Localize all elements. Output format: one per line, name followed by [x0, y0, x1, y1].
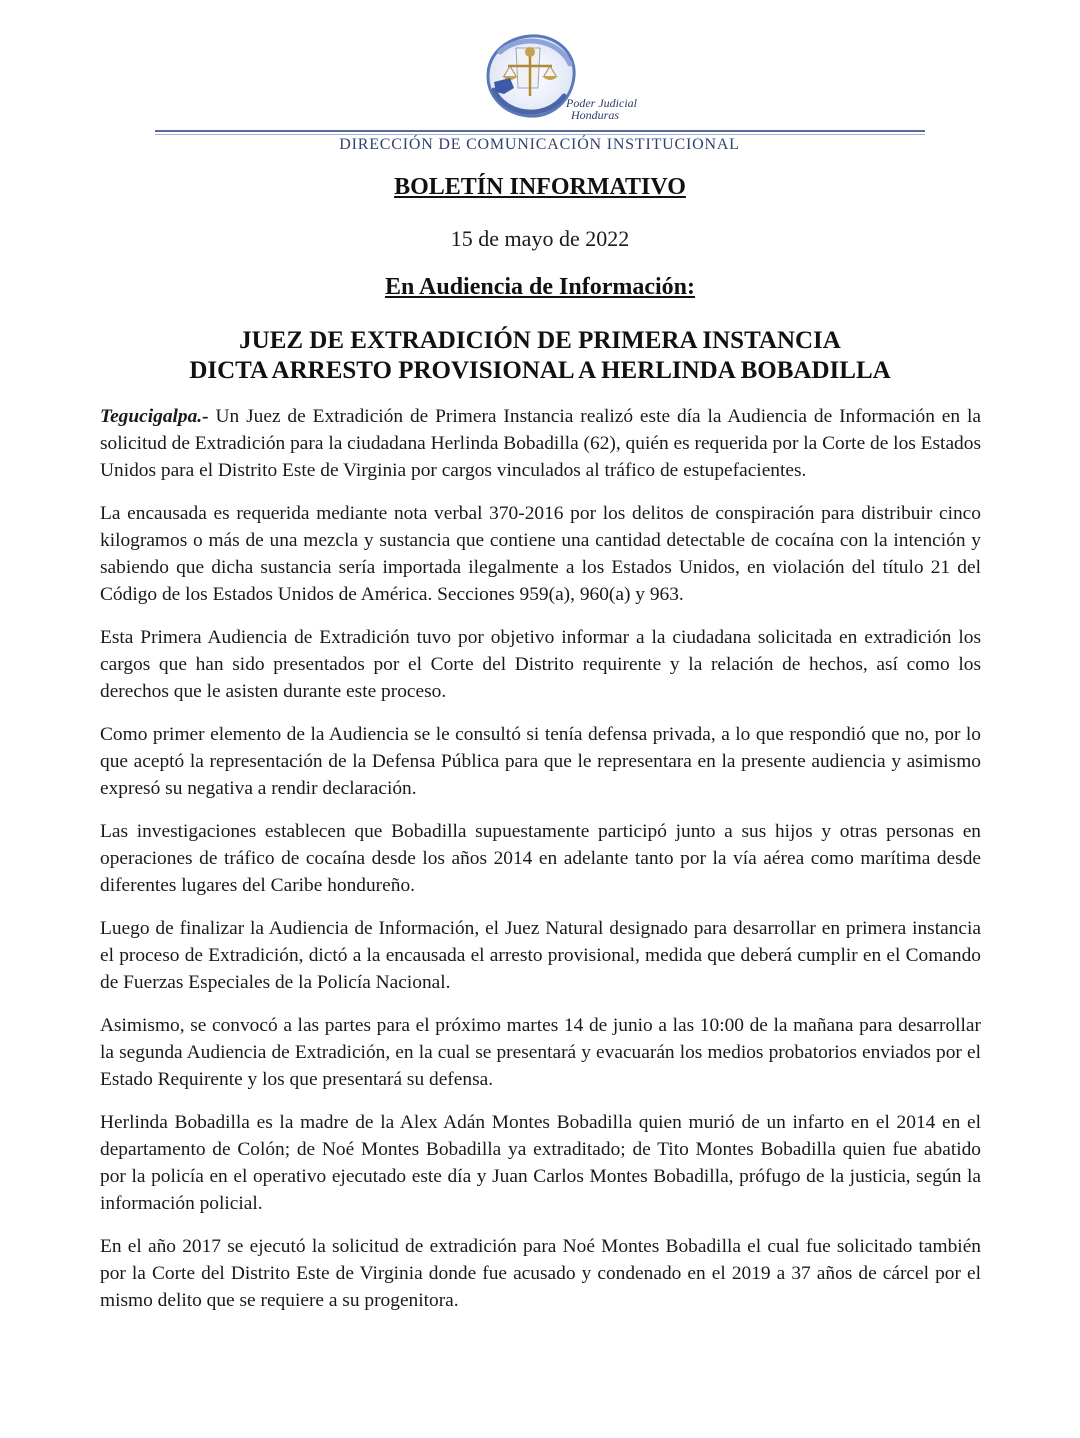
paragraph	[100, 403, 981, 484]
headline	[0, 326, 1080, 386]
document-type-title: BOLETÍN INFORMATIVO	[394, 174, 686, 200]
paragraph: La encausada es requerida mediante nota verbal 370-2016 por los delitos de conspiración para distribuir cinco kilogramos o más de una mezcla y sustancia que contiene una cantidad detectable de cocaína con la intención y sabiendo que dicha sustancia sería importada ilegalmente a los Estados Unidos, en violación del título 21 del Código de los Estados Unidos de América. Secciones 959(a), 960(a) y 963.	[100, 503, 981, 605]
org-name	[566, 97, 686, 121]
paragraph: Herlinda Bobadilla es la madre de la Alex Adán Montes Bobadilla quien murió de un infarto en el 2014 en el departamento de Colón; de Noé Montes Bobadilla ya extraditado; de Tito Montes Bobadilla quien fue abatido por la policía en el operativo ejecutado este día y Juan Carlos Montes Bobadilla, prófugo de la justicia, según la información policial.	[100, 1112, 981, 1214]
headline-line1: JUEZ DE EXTRADICIÓN DE PRIMERA INSTANCIA	[239, 327, 841, 354]
judiciary-logo-icon	[480, 30, 580, 122]
org-name-line1: Poder Judicial	[566, 96, 637, 110]
article-body	[100, 403, 981, 1330]
department-name	[0, 136, 1080, 154]
header-divider	[155, 130, 925, 132]
paragraph: Luego de finalizar la Audiencia de Información, el Juez Natural designado para desarrollar en primera instancia el proceso de Extradición, dictó a la encausada el arresto provisional, medida que deberá cumplir en el Comando de Fuerzas Especiales de la Policía Nacional.	[100, 918, 981, 993]
headline-line2: DICTA ARRESTO PROVISIONAL A HERLINDA BOBADILLA	[189, 357, 891, 384]
document-subtitle: En Audiencia de Información:	[384, 274, 696, 300]
paragraph-text: Un Juez de Extradición de Primera Instancia realizó este día la Audiencia de Información en la solicitud de Extradición para la ciudadana Herlinda Bobadilla (62), quién es requerida por la Corte de los Estados Unidos para el Distrito Este de Virginia por cargos vinculados al tráfico de estupefacientes.	[100, 406, 981, 481]
paragraph: Las investigaciones establecen que Bobadilla supuestamente participó junto a sus hijos y otras personas en operaciones de tráfico de cocaína desde los años 2014 en adelante tanto por la vía aérea como marítima desde diferentes lugares del Caribe hondureño.	[100, 821, 981, 896]
paragraph: Como primer elemento de la Audiencia se le consultó si tenía defensa privada, a lo que respondió que no, por lo que aceptó la representación de la Defensa Pública para que le representara en la presente audiencia y asimismo expresó su negativa a rendir declaración.	[100, 724, 981, 799]
document-date: 15 de mayo de 2022	[450, 226, 630, 251]
paragraph: Asimismo, se convocó a las partes para el próximo martes 14 de junio a las 10:00 de la mañana para desarrollar la segunda Audiencia de Extradición, en la cual se presentará y evacuarán los medios probatorios enviados por el Estado Requirente y los que presentará su defensa.	[100, 1015, 981, 1090]
dateline-place: Tegucigalpa.-	[100, 406, 209, 427]
department-label: DIRECCIÓN DE COMUNICACIÓN INSTITUCIONAL	[339, 136, 740, 153]
paragraph: Esta Primera Audiencia de Extradición tuvo por objetivo informar a la ciudadana solicitada en extradición los cargos que han sido presentados por el Corte del Distrito requirente y la relación de hechos, así como los derechos que le asisten durante este proceso.	[100, 627, 981, 702]
paragraph: En el año 2017 se ejecutó la solicitud de extradición para Noé Montes Bobadilla el cual fue solicitado también por la Corte del Distrito Este de Virginia donde fue acusado y condenado en el 2019 a 37 años de cárcel por el mismo delito que se requiere a su progenitora.	[100, 1236, 981, 1311]
org-name-line2: Honduras	[571, 108, 620, 122]
header-divider-thin	[155, 134, 925, 135]
